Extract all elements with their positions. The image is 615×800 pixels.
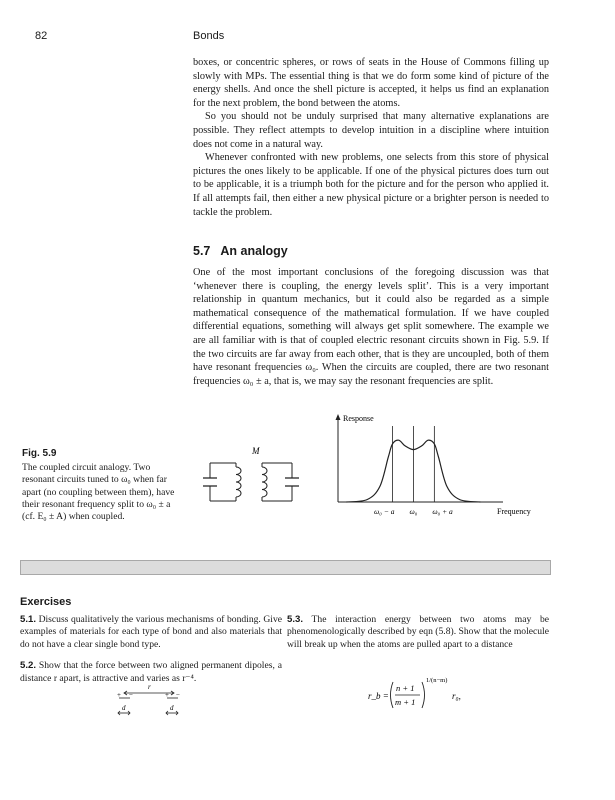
running-head: Bonds (193, 30, 225, 42)
exercise-number: 5.3. (287, 614, 304, 625)
equation-numerator: n + 1 (396, 683, 415, 693)
response-chart (318, 410, 550, 520)
y-axis-arrow (336, 414, 341, 420)
intro-paragraph: boxes, or concentric spheres, or rows of seats in the House of Commons filling up slowly with MPs. The essential thing is that we do form some kind of picture of the energy shells. And once the shell picture is accepted, it helps us find an explanation for the next problem, the bond between the atoms. (193, 57, 549, 109)
figure-caption-text: The coupled circuit analogy. Two resonant circuits tuned to ω₀ when far apart (no coupling between them), have their resonant frequency split to ω₀ ± a (cf. E₀ ± A) when coupled. (22, 462, 175, 523)
right-paren (422, 682, 425, 708)
x-tick-label-0: ω₀ − a (373, 507, 395, 516)
section-number: 5.7 (193, 244, 211, 258)
x-tick-label-2: ω₀ + a (432, 507, 453, 516)
intro-paragraph: Whenever confronted with new problems, one selects from this store of physical pictures the ones likely to be applicable. If one of the physical pictures does turn out to be applicable, it is a triumph both for the picture and for the person who applied it. If all attempts fail, then either a new physical picture or a brighter person is needed to tackle the problem. (193, 152, 549, 218)
left-dipole-label: d (122, 704, 126, 712)
section-heading (193, 244, 288, 258)
resonance-markers (392, 426, 434, 502)
left-dipole-plus: + (117, 691, 121, 699)
equation (368, 670, 478, 714)
equation-exponent: 1/(n−m) (426, 677, 448, 684)
equation-rhs: r₀, (452, 691, 461, 701)
left-circuit-wires (210, 463, 236, 501)
exercise-item (20, 614, 282, 651)
x-axis-label: Frequency (497, 507, 531, 516)
intro-text (193, 56, 549, 219)
exercise-text: The interaction energy between two atoms may be phenomenologically described by eqn (5.8). Show that the molecule will break up when the atoms are pulled apart to a distance (287, 614, 549, 650)
section-paragraph: One of the most important conclusions of the foregoing discussion was that ‘whenever there is coupling, the energy levels split’. This is a very important relationship in quantum mechanics, but it could also be regarded as a simple mathematical consequence of the mathematical formulation. If we have coupled differential equations, something will always get split somewhere. The example we are all familiar with is that of coupled electric resonant circuits shown in Fig. 5.9. If the two circuits are far away from each other, that is they are uncoupled, both of them have resonant frequencies ω₀. When the circuits are coupled, there are two resonant frequencies ω₀ ± a, that is, we may say the resonant frequencies are split. (193, 267, 549, 387)
page-number: 82 (35, 30, 48, 42)
exercises-right-column (287, 614, 549, 660)
right-dipole-label: d (170, 704, 174, 712)
right-capacitor (285, 478, 299, 486)
section-title: An analogy (220, 244, 288, 258)
dipole-diagram (108, 681, 198, 721)
left-paren (391, 682, 394, 708)
equation-lhs: r_b = (368, 691, 389, 701)
separator-bar (20, 560, 551, 575)
exercise-text: Show that the force between two aligned permanent dipoles, a distance r apart, is attractive and varies as r⁻⁴. (20, 660, 282, 684)
figure-caption (22, 448, 184, 523)
right-inductor (262, 467, 267, 497)
section-text (193, 266, 549, 388)
left-dipole-minus: − (129, 691, 133, 699)
x-tick-labels (374, 507, 453, 516)
exercises-title: Exercises (20, 596, 72, 608)
intro-paragraph: So you should not be unduly surprised that many alternative explanations are possible. They reflect attempts to develop intuition in a discipline where intuition does not come in a natural way. (193, 111, 549, 150)
left-inductor (236, 467, 241, 497)
equation-denominator: m + 1 (395, 697, 416, 707)
coupled-circuits-diagram (196, 445, 306, 520)
exercise-number: 5.2. (20, 660, 37, 672)
exercise-text: Discuss qualitatively the various mechanisms of bonding. Give examples of materials for each type of bond and also materials that do not have a clear single bond type. (20, 614, 283, 650)
mutual-inductance-label: M (252, 446, 260, 456)
exercise-item (287, 614, 549, 651)
right-dipole-minus: − (176, 691, 180, 699)
y-axis-label: Response (343, 414, 374, 423)
x-tick-label-1: ω₀ (409, 507, 418, 516)
right-dipole-plus: + (165, 691, 169, 699)
left-capacitor (203, 478, 217, 486)
distance-label: r (148, 683, 151, 691)
exercise-number: 5.1. (20, 614, 37, 625)
figure-label: Fig. 5.9 (22, 448, 57, 459)
